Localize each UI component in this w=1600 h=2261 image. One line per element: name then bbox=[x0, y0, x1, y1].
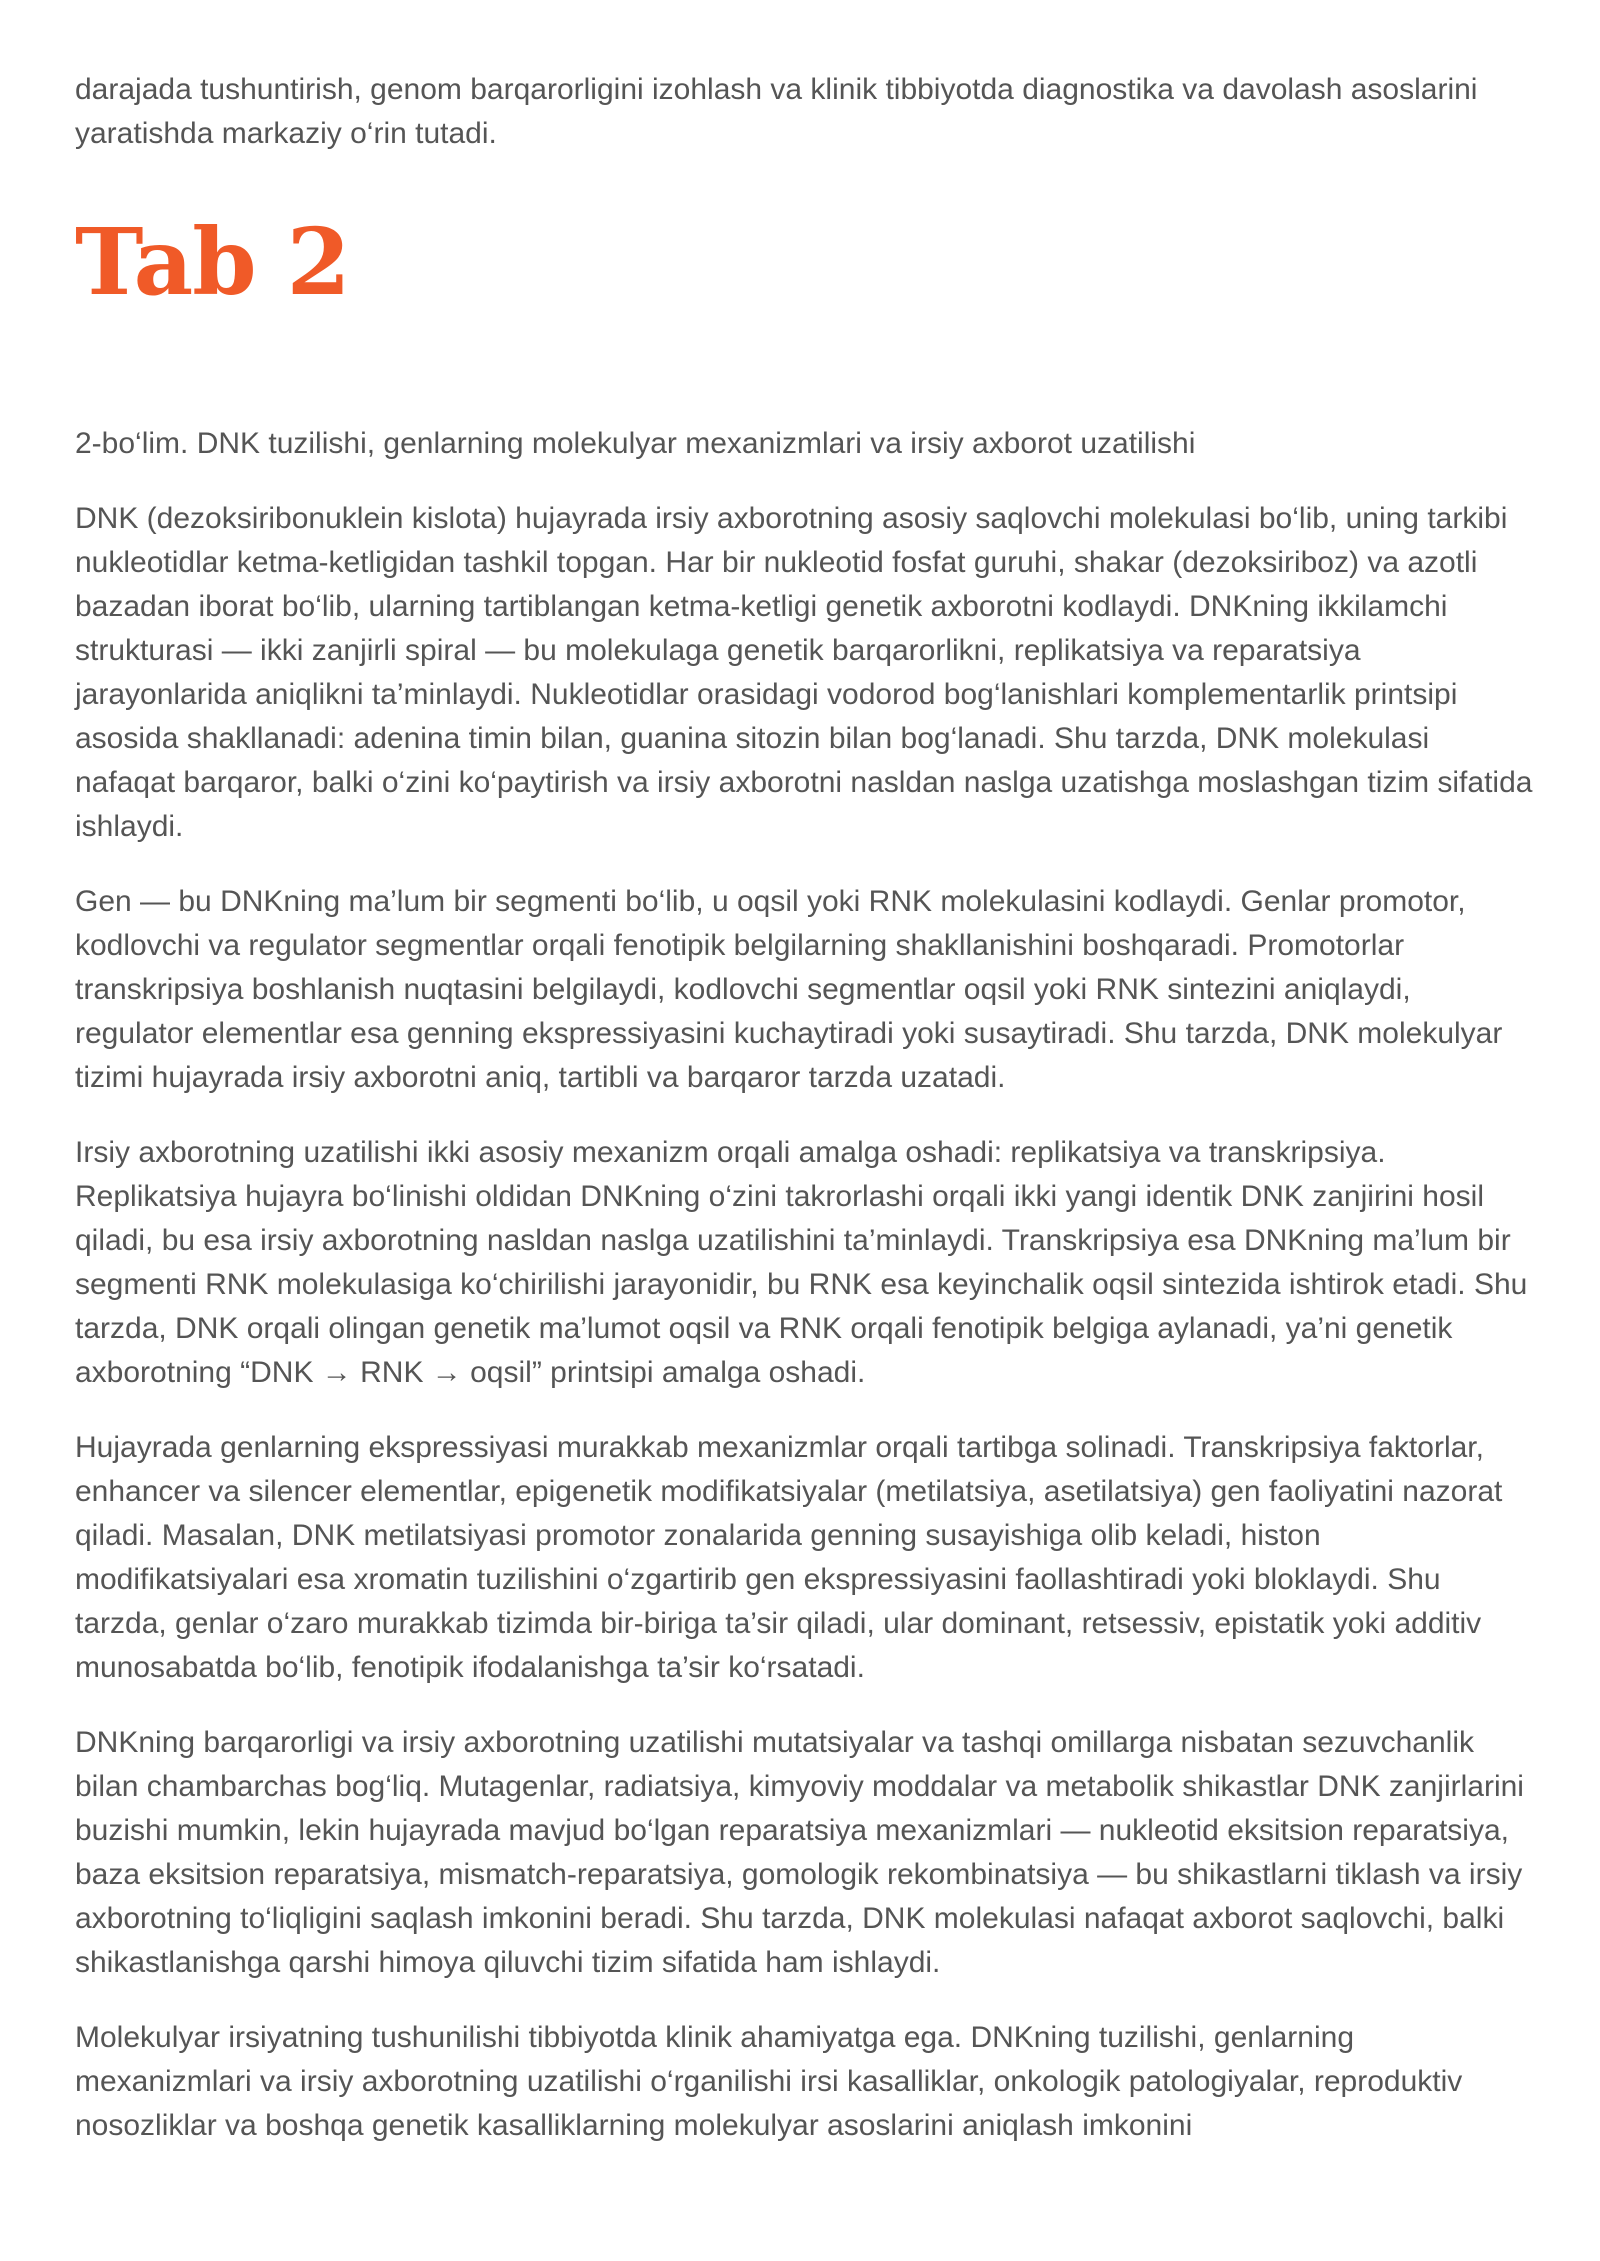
body-paragraph: Irsiy axborotning uzatilishi ikki asosiy mexanizm orqali amalga oshadi: replikatsiya va transkripsiya. Replikatsiya hujayra bo‘linishi oldidan DNKning o‘zini takrorlashi orqali ikki yangi identik DNK zanjirini hosil qiladi, bu esa irsiy axborotning nasldan naslga uzatilishini ta’minlaydi. Transkripsiya esa DNKning ma’lum bir segmenti RNK molekulasiga ko‘chirilishi jarayonidir, bu RNK esa keyinchalik oqsil sintezida ishtirok etadi. Shu tarzda, DNK orqali olingan genetik ma’lumot oqsil va RNK orqali fenotipik belgiga aylanadi, ya’ni genetik axborotning “DNK → RNK → oqsil” printsipi amalga oshadi. bbox=[75, 1136, 1528, 1389]
body-paragraph: Gen — bu DNKning ma’lum bir segmenti bo‘lib, u oqsil yoki RNK molekulasini kodlaydi. Genlar promotor, kodlovchi va regulator segmentlar orqali fenotipik belgilarning shakllanishini boshqaradi. Promotorlar transkripsiya boshlanish nuqtasini belgilaydi, kodlovchi segmentlar oqsil yoki RNK sintezini aniqlaydi, regulator elementlar esa genning ekspressiyasini kuchaytiradi yoki susaytiradi. Shu tarzda, DNK molekulyar tizimi hujayrada irsiy axborotni aniq, tartibli va barqaror tarzda uzatadi. bbox=[75, 885, 1503, 1094]
document-page bbox=[75, 68, 1535, 2179]
body-paragraph: Hujayrada genlarning ekspressiyasi murakkab mexanizmlar orqali tartibga solinadi. Transkripsiya faktorlar, enhancer va silencer elementlar, epigenetik modifikatsiyalar (metilatsiya, asetilatsiya) gen faoliyatini nazorat qiladi. Masalan, DNK metilatsiyasi promotor zonalarida genning susayishiga olib keladi, histon modifikatsiyalari esa xromatin tuzilishini o‘zgartirib gen ekspressiyasini faollashtiradi yoki bloklaydi. Shu tarzda, genlar o‘zaro murakkab tizimda bir-biriga ta’sir qiladi, ular dominant, retsessiv, epistatik yoki additiv munosabatda bo‘lib, fenotipik ifodalanishga ta’sir ko‘rsatadi. bbox=[75, 1431, 1503, 1684]
intro-paragraph: darajada tushuntirish, genom barqarorligini izohlash va klinik tibbiyotda diagnostika va davolash asoslarini yaratishda markaziy o‘rin tutadi. bbox=[75, 73, 1478, 150]
body-paragraph: Molekulyar irsiyatning tushunilishi tibbiyotda klinik ahamiyatga ega. DNKning tuzilishi, genlarning mexanizmlari va irsiy axborotning uzatilishi o‘rganilishi irsi kasalliklar, onkologik patologiyalar, reproduktiv nosozliklar va boshqa genetik kasalliklarning molekulyar asoslarini aniqlash imkonini bbox=[75, 2021, 1463, 2142]
section-heading: 2-bo‘lim. DNK tuzilishi, genlarning molekulyar mexanizmlari va irsiy axborot uzatilishi bbox=[75, 427, 1196, 460]
body-paragraph: DNKning barqarorligi va irsiy axborotning uzatilishi mutatsiyalar va tashqi omillarga nisbatan sezuvchanlik bilan chambarchas bog‘liq. Mutagenlar, radiatsiya, kimyoviy moddalar va metabolik shikastlar DNK zanjirlarini buzishi mumkin, lekin hujayrada mavjud bo‘lgan reparatsiya mexanizmlari — nukleotid eksitsion reparatsiya, baza eksitsion reparatsiya, mismatch-reparatsiya, gomologik rekombinatsiya — bu shikastlarni tiklash va irsiy axborotning to‘liqligini saqlash imkonini beradi. Shu tarzda, DNK molekulasi nafaqat axborot saqlovchi, balki shikastlanishga qarshi himoya qiluvchi tizim sifatida ham ishlaydi. bbox=[75, 1726, 1524, 1979]
page-title: Tab 2 bbox=[75, 208, 350, 316]
body-paragraph: DNK (dezoksiribonuklein kislota) hujayrada irsiy axborotning asosiy saqlovchi molekulasi bo‘lib, uning tarkibi nukleotidlar ketma-ketligidan tashkil topgan. Har bir nukleotid fosfat guruhi, shakar (dezoksiriboz) va azotli bazadan iborat bo‘lib, ularning tartiblangan ketma-ketligi genetik axborotni kodlaydi. DNKning ikkilamchi strukturasi — ikki zanjirli spiral — bu molekulaga genetik barqarorlikni, replikatsiya va reparatsiya jarayonlarida aniqlikni ta’minlaydi. Nukleotidlar orasidagi vodorod bog‘lanishlari komplementarlik printsipi asosida shakllanadi: adenina timin bilan, guanina sitozin bilan bog‘lanadi. Shu tarzda, DNK molekulasi nafaqat barqaror, balki o‘zini ko‘paytirish va irsiy axborotni nasldan naslga uzatishga moslashgan tizim sifatida ishlaydi. bbox=[75, 502, 1533, 843]
